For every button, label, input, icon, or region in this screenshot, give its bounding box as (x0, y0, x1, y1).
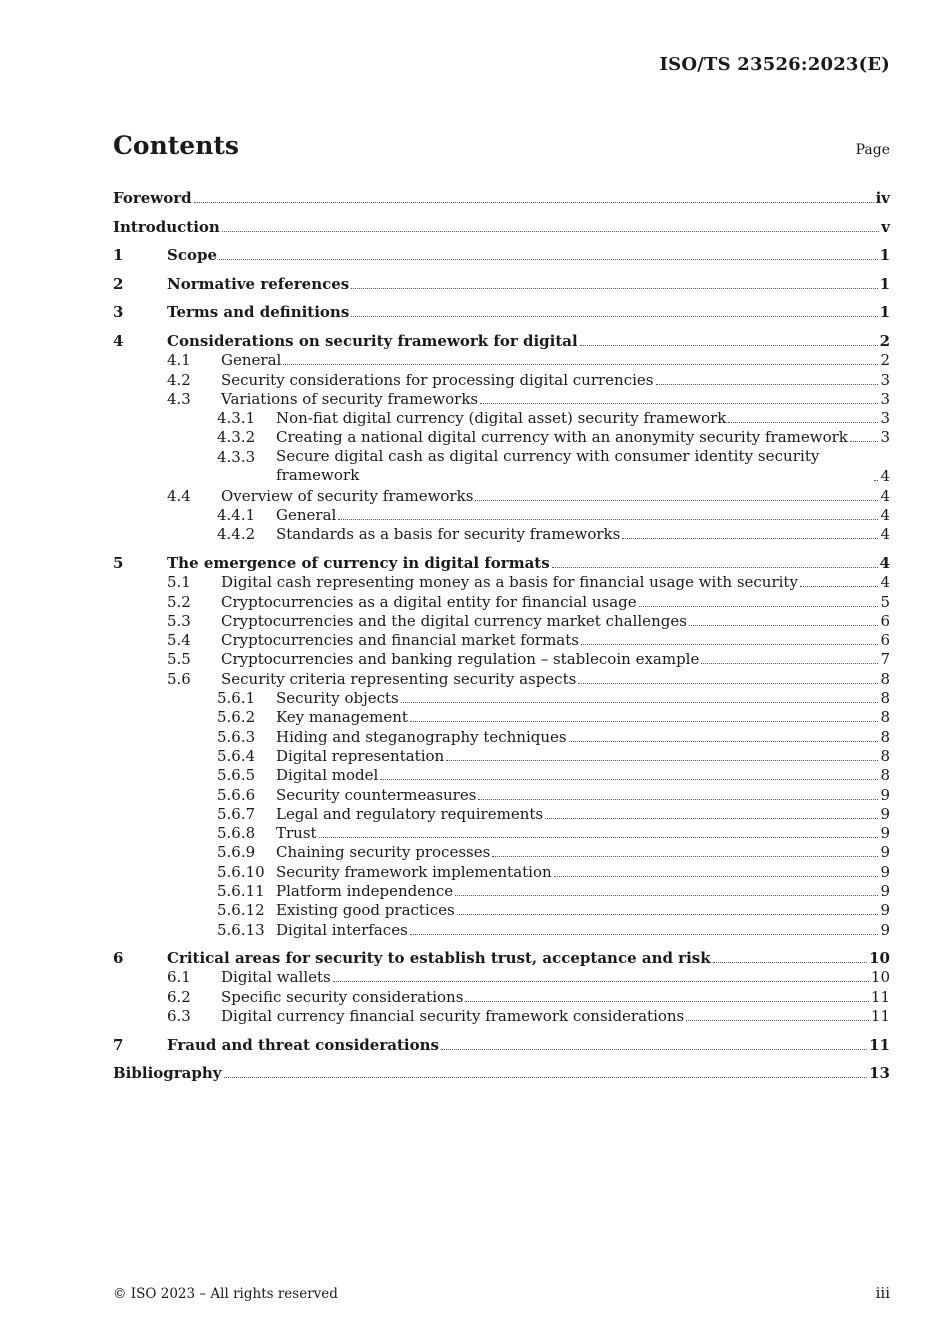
toc-number: 5.6.1 (217, 689, 256, 708)
toc-entry-5-1[interactable] (113, 573, 890, 592)
dot-leader (480, 403, 878, 404)
toc-entry-7[interactable] (113, 1026, 890, 1055)
dot-leader (552, 567, 878, 568)
toc-entry-5-2[interactable] (113, 592, 890, 611)
toc-entry-5-3[interactable] (113, 612, 890, 631)
toc-page: 4 (880, 573, 890, 592)
toc-title: Non-fiat digital currency (digital asset) security framework (276, 409, 727, 428)
toc-page: 1 (879, 246, 890, 265)
toc-title: Digital model (276, 766, 379, 785)
toc-number: 4 (113, 331, 124, 350)
toc-entry-5-6-7[interactable] (113, 805, 890, 824)
toc-title: Existing good practices (276, 901, 455, 920)
toc-page: 8 (880, 746, 890, 765)
toc-number: 6 (113, 949, 124, 968)
dot-leader (800, 586, 879, 587)
toc-page: 4 (880, 467, 890, 486)
toc-title: Security countermeasures (276, 785, 477, 804)
toc-entry-5-6-11[interactable] (113, 882, 890, 901)
dot-leader (581, 644, 878, 645)
toc-number: 5.6.13 (217, 920, 265, 939)
toc-title: Trust (276, 824, 317, 843)
toc-entry-4-1[interactable] (113, 351, 890, 370)
toc-title: Hiding and steganography techniques (276, 727, 567, 746)
toc-title: Security criteria representing security aspects (221, 669, 577, 688)
toc-entry-bibliography[interactable] (113, 1055, 890, 1084)
toc-number: 3 (113, 303, 124, 322)
dot-leader (457, 914, 879, 915)
toc-entry-4-3[interactable] (113, 390, 890, 409)
toc-title: Considerations on security framework for digital (167, 331, 578, 350)
toc-page: 3 (880, 428, 890, 447)
toc-title: Fraud and threat considerations (167, 1035, 439, 1054)
toc-entry-5-6-1[interactable] (113, 689, 890, 708)
dot-leader (410, 721, 878, 722)
dot-leader (465, 1001, 869, 1002)
dot-leader (333, 981, 869, 982)
toc-entry-5-6-3[interactable] (113, 727, 890, 746)
toc-title: Digital interfaces (276, 920, 408, 939)
dot-leader (639, 606, 879, 607)
toc-number: 5.6.2 (217, 708, 256, 727)
toc-entry-6[interactable] (113, 940, 890, 969)
toc-number: 4.4 (167, 486, 191, 505)
toc-entry-introduction[interactable] (113, 208, 890, 237)
toc-title: Security framework implementation (276, 862, 552, 881)
toc-title: Normative references (167, 274, 350, 293)
toc-number: 5.6 (167, 669, 191, 688)
dot-leader (850, 441, 879, 442)
toc-page: 8 (880, 689, 890, 708)
dot-leader (455, 895, 878, 896)
toc-entry-4-2[interactable] (113, 370, 890, 389)
toc-title: Bibliography (113, 1064, 222, 1083)
toc-page: 13 (869, 1064, 890, 1083)
toc-page: 3 (880, 409, 890, 428)
toc-title: Overview of security frameworks (221, 486, 474, 505)
toc-entry-5-6-4[interactable] (113, 747, 890, 766)
toc-entry-5-6-9[interactable] (113, 843, 890, 862)
toc-title: Cryptocurrencies and banking regulation – stablecoin example (221, 650, 700, 669)
dot-leader (319, 837, 879, 838)
toc-page: 4 (879, 553, 890, 572)
toc-number: 5 (113, 553, 124, 572)
toc-page: 9 (880, 862, 890, 881)
dot-leader (338, 519, 878, 520)
toc-page: 10 (870, 968, 890, 987)
toc-page: 8 (880, 727, 890, 746)
toc-title: Chaining security processes (276, 843, 491, 862)
toc-page: 4 (880, 486, 890, 505)
dot-leader (713, 962, 868, 963)
dot-leader (492, 856, 878, 857)
toc-entry-4-4[interactable] (113, 486, 890, 505)
toc-number: 5.6.5 (217, 766, 256, 785)
toc-number: 4.3.1 (217, 409, 256, 428)
toc-page: 4 (880, 506, 890, 525)
toc-number: 5.6.7 (217, 804, 256, 823)
dot-leader (351, 316, 877, 317)
toc-title: Key management (276, 708, 408, 727)
toc-page: 7 (880, 650, 890, 669)
toc-title: Digital wallets (221, 968, 331, 987)
toc-entry-5-6-8[interactable] (113, 824, 890, 843)
toc-number: 4.3.3 (217, 448, 256, 467)
toc-entry-3[interactable] (113, 294, 890, 323)
toc-title: General (276, 506, 337, 525)
contents-heading: Contents (113, 131, 240, 160)
toc-entry-foreword[interactable] (113, 184, 890, 208)
toc-title: Digital currency financial security framework considerations (221, 1007, 685, 1026)
dot-leader (554, 876, 879, 877)
toc-title: Security objects (276, 689, 399, 708)
toc-number: 5.1 (167, 573, 191, 592)
toc-title: Platform independence (276, 881, 454, 900)
page-number: iii (875, 1284, 890, 1302)
toc-title: Secure digital cash as digital currency with consumer identity security framework (276, 446, 820, 485)
toc-number: 5.6.4 (217, 746, 256, 765)
toc-page: 8 (880, 669, 890, 688)
dot-leader (351, 288, 877, 289)
toc-page: 6 (880, 611, 890, 630)
toc-page: 9 (880, 843, 890, 862)
toc-number: 4.1 (167, 351, 191, 370)
toc-number: 6.1 (167, 968, 191, 987)
toc-page: 9 (880, 901, 890, 920)
toc-page: 11 (870, 987, 890, 1006)
toc-page: 6 (880, 631, 890, 650)
toc-title: Security considerations for processing digital currencies (221, 370, 654, 389)
toc-number: 5.6.12 (217, 901, 265, 920)
toc-entry-5-4[interactable] (113, 631, 890, 650)
dot-leader (410, 934, 879, 935)
toc-page: 9 (880, 804, 890, 823)
toc-entry-5-6-2[interactable] (113, 708, 890, 727)
page-column-label: Page (855, 142, 890, 158)
toc-page: iv (875, 189, 890, 207)
toc-entry-4-4-1[interactable] (113, 506, 890, 525)
toc-page: 9 (880, 920, 890, 939)
toc-page: 3 (880, 389, 890, 408)
toc-number: 5.6.8 (217, 824, 256, 843)
toc-page: 3 (880, 370, 890, 389)
toc-page: 8 (880, 766, 890, 785)
dot-leader (689, 625, 879, 626)
toc-number: 5.6.9 (217, 843, 256, 862)
toc-number: 1 (113, 246, 124, 265)
toc-number: 2 (113, 274, 124, 293)
toc-title: Variations of security frameworks (221, 389, 479, 408)
toc-entry-5-6-10[interactable] (113, 862, 890, 881)
dot-leader (222, 231, 879, 232)
toc-title: Cryptocurrencies as a digital entity for financial usage (221, 592, 637, 611)
dot-leader (478, 799, 878, 800)
toc-page: 5 (880, 592, 890, 611)
dot-leader (874, 480, 878, 481)
toc-number: 5.6.10 (217, 862, 265, 881)
dot-leader (446, 760, 878, 761)
table-of-contents (113, 184, 890, 1083)
toc-page: 10 (869, 949, 890, 968)
toc-title: Cryptocurrencies and financial market formats (221, 631, 579, 650)
dot-leader (622, 538, 878, 539)
dot-leader (401, 702, 879, 703)
toc-entry-5-6-13[interactable] (113, 920, 890, 939)
toc-number: 4.2 (167, 370, 191, 389)
toc-number: 4.3 (167, 389, 191, 408)
toc-page: 1 (879, 303, 890, 322)
toc-entry-5-6[interactable] (113, 669, 890, 688)
toc-title: Legal and regulatory requirements (276, 804, 544, 823)
toc-number: 5.6.11 (217, 881, 265, 900)
toc-entry-5-5[interactable] (113, 650, 890, 669)
dot-leader (728, 422, 878, 423)
toc-entry-6-1[interactable] (113, 968, 890, 987)
toc-entry-5[interactable] (113, 544, 890, 573)
toc-title: Critical areas for security to establish trust, acceptance and risk (167, 949, 711, 968)
dot-leader (656, 384, 879, 385)
dot-leader (569, 741, 879, 742)
toc-entry-4-3-2[interactable] (113, 428, 890, 447)
toc-title: Introduction (113, 217, 220, 236)
toc-entry-5-6-5[interactable] (113, 766, 890, 785)
toc-number: 7 (113, 1035, 124, 1054)
toc-page: 11 (870, 1007, 890, 1026)
toc-number: 5.4 (167, 631, 191, 650)
toc-page: 4 (880, 525, 890, 544)
dot-leader (219, 259, 878, 260)
dot-leader (475, 500, 878, 501)
toc-page: 1 (879, 274, 890, 293)
toc-entry-4-3-1[interactable] (113, 409, 890, 428)
copyright-footer: © ISO 2023 – All rights reserved (113, 1286, 338, 1302)
toc-number: 4.4.1 (217, 506, 256, 525)
dot-leader (224, 1077, 868, 1078)
toc-number: 5.5 (167, 650, 191, 669)
toc-page: 2 (879, 331, 890, 350)
dot-leader (380, 779, 878, 780)
dot-leader (545, 818, 878, 819)
toc-page: 11 (869, 1035, 890, 1054)
toc-page: 9 (880, 881, 890, 900)
document-id: ISO/TS 23526:2023(E) (659, 54, 890, 75)
toc-number: 5.3 (167, 611, 191, 630)
toc-number: 5.6.6 (217, 785, 256, 804)
toc-title: Scope (167, 246, 218, 265)
toc-entry-6-2[interactable] (113, 987, 890, 1006)
toc-page: 8 (880, 708, 890, 727)
toc-number: 4.4.2 (217, 525, 256, 544)
toc-entry-1[interactable] (113, 237, 890, 266)
toc-title: The emergence of currency in digital formats (167, 553, 550, 572)
toc-page: 9 (880, 824, 890, 843)
dot-leader (686, 1020, 869, 1021)
dot-leader (194, 202, 874, 203)
toc-title: General (221, 351, 282, 370)
toc-entry-6-3[interactable] (113, 1007, 890, 1026)
toc-number: 4.3.2 (217, 428, 256, 447)
toc-number: 5.2 (167, 592, 191, 611)
dot-leader (580, 345, 878, 346)
toc-title: Digital representation (276, 746, 445, 765)
toc-title: Cryptocurrencies and the digital currency market challenges (221, 611, 687, 630)
toc-number: 5.6.3 (217, 727, 256, 746)
toc-entry-4-4-2[interactable] (113, 525, 890, 544)
dot-leader (701, 663, 878, 664)
toc-title: Specific security considerations (221, 987, 464, 1006)
toc-title: Creating a national digital currency with an anonymity security framework (276, 428, 848, 447)
toc-number: 6.3 (167, 1007, 191, 1026)
toc-page: v (881, 217, 890, 236)
toc-title: Standards as a basis for security frameworks (276, 525, 621, 544)
toc-title: Foreword (113, 189, 192, 207)
toc-entry-2[interactable] (113, 265, 890, 294)
dot-leader (441, 1049, 867, 1050)
toc-title: Terms and definitions (167, 303, 350, 322)
toc-number: 6.2 (167, 987, 191, 1006)
toc-entry-5-6-6[interactable] (113, 785, 890, 804)
toc-page: 2 (880, 351, 890, 370)
dot-leader (578, 683, 878, 684)
toc-title: Digital cash representing money as a basis for financial usage with security (221, 573, 798, 592)
toc-entry-4[interactable] (113, 322, 890, 351)
dot-leader (283, 364, 878, 365)
toc-page: 9 (880, 785, 890, 804)
toc-entry-5-6-12[interactable] (113, 901, 890, 920)
toc-entry-4-3-3[interactable] (113, 447, 890, 486)
